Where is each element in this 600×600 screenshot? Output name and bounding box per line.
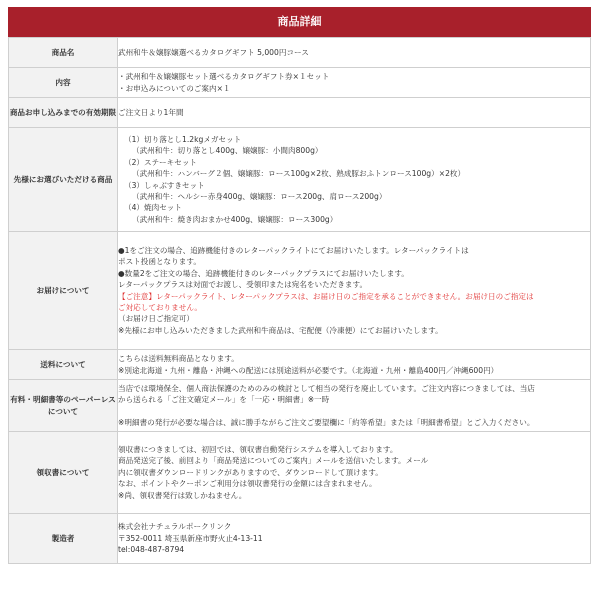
row-value [118,380,591,432]
value-line: から送られる「ご注文確定メール」を「一応・明細書」※一時 [118,395,330,405]
detail-row [9,38,591,68]
row-value [118,38,591,68]
value-line: ※尚、領収書発行は致しかねません。 [118,490,247,500]
value-line: （2）ステーキセット [124,157,198,167]
detail-row [9,232,591,350]
section-title: 商品詳細 [8,7,591,37]
value-line: なお、ポイントやクーポンご利用分は領収書発行の金額には含まれません。 [118,479,377,489]
value-line: （1）切り落とし1.2kgメガセット [124,134,242,144]
value-line: 領収書につきましては、初回では、領収書自動発行システムを導入しております。 [118,444,398,454]
detail-row [9,128,591,232]
row-label: 送料について [9,350,118,380]
value-line: ・武州和牛＆嬢嬢豚セット選べるカタログギフト券×１セット [118,72,330,82]
value-line: （武州和牛：ハンバーグ２個、嬢嬢豚：ロース100g×2枚、熟成豚おふトンロース100g）×2枚） [132,169,466,179]
value-line: ご注文日より1年間 [118,107,184,117]
value-line: ※明細書の発行が必要な場合は、誠に勝手ながらご注文ご要望欄に「約等希望」または「明細書希望」とご入力ください。 [118,417,535,427]
detail-row [9,350,591,380]
row-label: 先様にお選びいただける商品 [9,128,118,232]
row-value [118,128,591,232]
value-line: （武州和牛：焼き肉おまかせ400g、嬢嬢豚：ロース300g） [132,214,338,224]
row-value [118,514,591,564]
row-value [118,232,591,350]
value-line: ※先様にお申し込みいただきました武州和牛商品は、宅配便（冷凍便）にてお届けいたします。 [118,325,443,335]
value-line: （4）焼肉セット [124,203,182,213]
row-label: 内容 [9,68,118,98]
row-label: 商品名 [9,38,118,68]
row-value [118,432,591,514]
detail-row [9,432,591,514]
row-label: 製造者 [9,514,118,564]
row-label: 有料・明細書等のペーパーレスについて [9,380,118,432]
value-line: レターパックプラスは対面でお渡し、受領印または宛名をいただきます。 [118,280,368,290]
value-line: 商品発送完了後、前回より「商品発送についてのご案内」メールを送信いたします。メール [118,456,429,466]
value-line: ※別途北海道・九州・離島・沖縄への配送には別途送料が必要です。（北海道・九州・離島400円／沖縄600円） [118,365,499,375]
value-line: ポスト投函となります。 [118,257,201,267]
value-line: （3）しゃぶすきセット [124,180,205,190]
value-line: 武州和牛＆嬢豚嬢選べるカタログギフト 5,000円コース [118,47,309,57]
value-line: ●1をご注文の場合、追跡機能付きのレターパックライトにてお届けいたします。レターパックライトは [118,245,469,255]
value-line: 〒352-0011 埼玉県新座市野火止4-13-11 [118,533,263,543]
value-line: 【ご注意】レターパックライト、レターパックプラスは、お届け日のご指定を承ることができません。お届け日のご指定は [118,291,534,301]
value-line: （武州和牛：ヘルシー赤身400g、嬢嬢豚：ロース200g、肩ロース200g） [132,191,387,201]
detail-row [9,98,591,128]
row-label: お届けについて [9,232,118,350]
value-line [118,406,590,417]
details-table [8,37,591,564]
value-line: （武州和牛：切り落とし400g、嬢嬢豚：小間肉800g） [132,146,323,156]
value-line: 株式会社ナチュラルポークリンク [118,522,232,532]
value-line: 内に領収書ダウンロードリンクがありますので、ダウンロードして頂けます。 [118,467,383,477]
detail-row [9,514,591,564]
value-line: tel:048-487-8794 [118,545,185,555]
value-line: （お届け日ご指定可） [118,314,194,324]
row-value [118,98,591,128]
row-value [118,350,591,380]
value-line: こちらは送料無料商品となります。 [118,354,239,364]
row-value [118,68,591,98]
value-line: ・お申込みについてのご案内×１ [118,83,231,93]
row-label: 領収書について [9,432,118,514]
value-line: 当店では環境保全、個人商法保護のためのみの検討として相当の発行を廃止しています。ご注文内容につきましては、当店 [118,383,535,393]
value-line: ご対応しておりません。 [118,302,202,312]
product-details [8,7,591,564]
value-line: ●数量2をご注文の場合、追跡機能付きのレターパックプラスにてお届けいたします。 [118,268,409,278]
detail-row [9,68,591,98]
row-label: 商品お申し込みまでの有効期限 [9,98,118,128]
detail-row [9,380,591,432]
